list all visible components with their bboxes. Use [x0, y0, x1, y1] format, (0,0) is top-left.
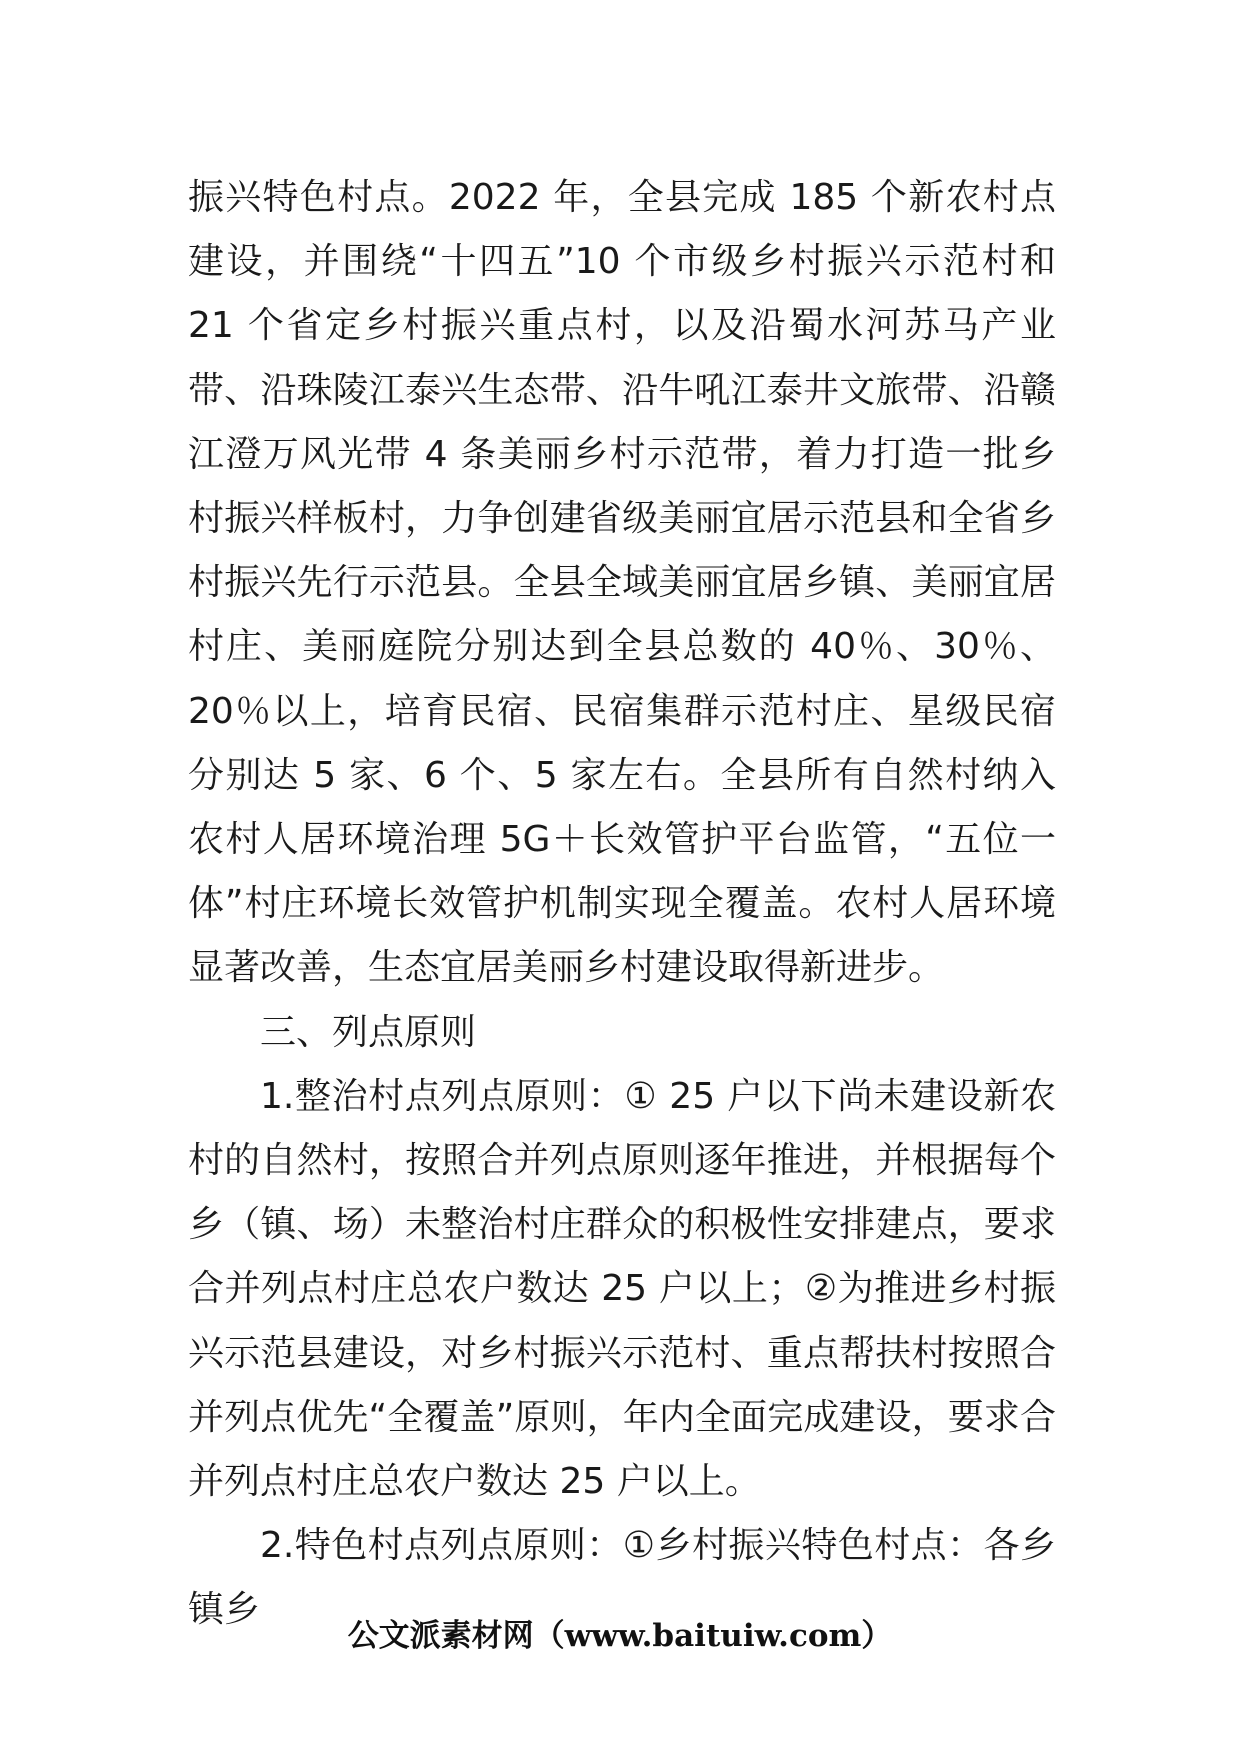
document-body: [188, 166, 1056, 1643]
paragraph-principle-2: 2.特色村点列点原则：①乡村振兴特色村点：各乡镇乡: [188, 1525, 1056, 1631]
paragraph-principle-1: 1.整治村点列点原则：① 25 户以下尚未建设新农村的自然村，按照合并列点原则逐年推进，并根据每个乡（镇、场）未整治村庄群众的积极性安排建点，要求合并列点村庄总农户数达 25 户以上；②为推进乡村振兴示范县建设，对乡村振兴示范村、重点帮扶村按照合并列点优先“全覆盖”原则，年内全面完成建设，要求合并列点村庄总农户数达 25 户以上。: [188, 1075, 1056, 1503]
footer-watermark: 公文派素材网（www.baituiw.com）: [347, 1618, 893, 1654]
section-heading: 三、列点原则: [260, 1011, 477, 1053]
paragraph-intro-continuation: 振兴特色村点。2022 年，全县完成 185 个新农村点建设，并围绕“十四五”10 个市级乡村振兴示范村和 21 个省定乡村振兴重点村，以及沿蜀水河苏马产业带、沿珠陵江泰兴生态带、沿牛吼江泰井文旅带、沿赣江澄万风光带 4 条美丽乡村示范带，着力打造一批乡村振兴样板村，力争创建省级美丽宜居示范县和全省乡村振兴先行示范县。全县全域美丽宜居乡镇、美丽宜居村庄、美丽庭院分别达到全县总数的 40％、30％、20％以上，培育民宿、民宿集群示范村庄、星级民宿分别达 5 家、6 个、5 家左右。全县所有自然村纳入农村人居环境治理 5G＋长效管护平台监管，“五位一体”村庄环境长效管护机制实现全覆盖。农村人居环境显著改善，生态宜居美丽乡村建设取得新进步。: [188, 177, 1056, 989]
